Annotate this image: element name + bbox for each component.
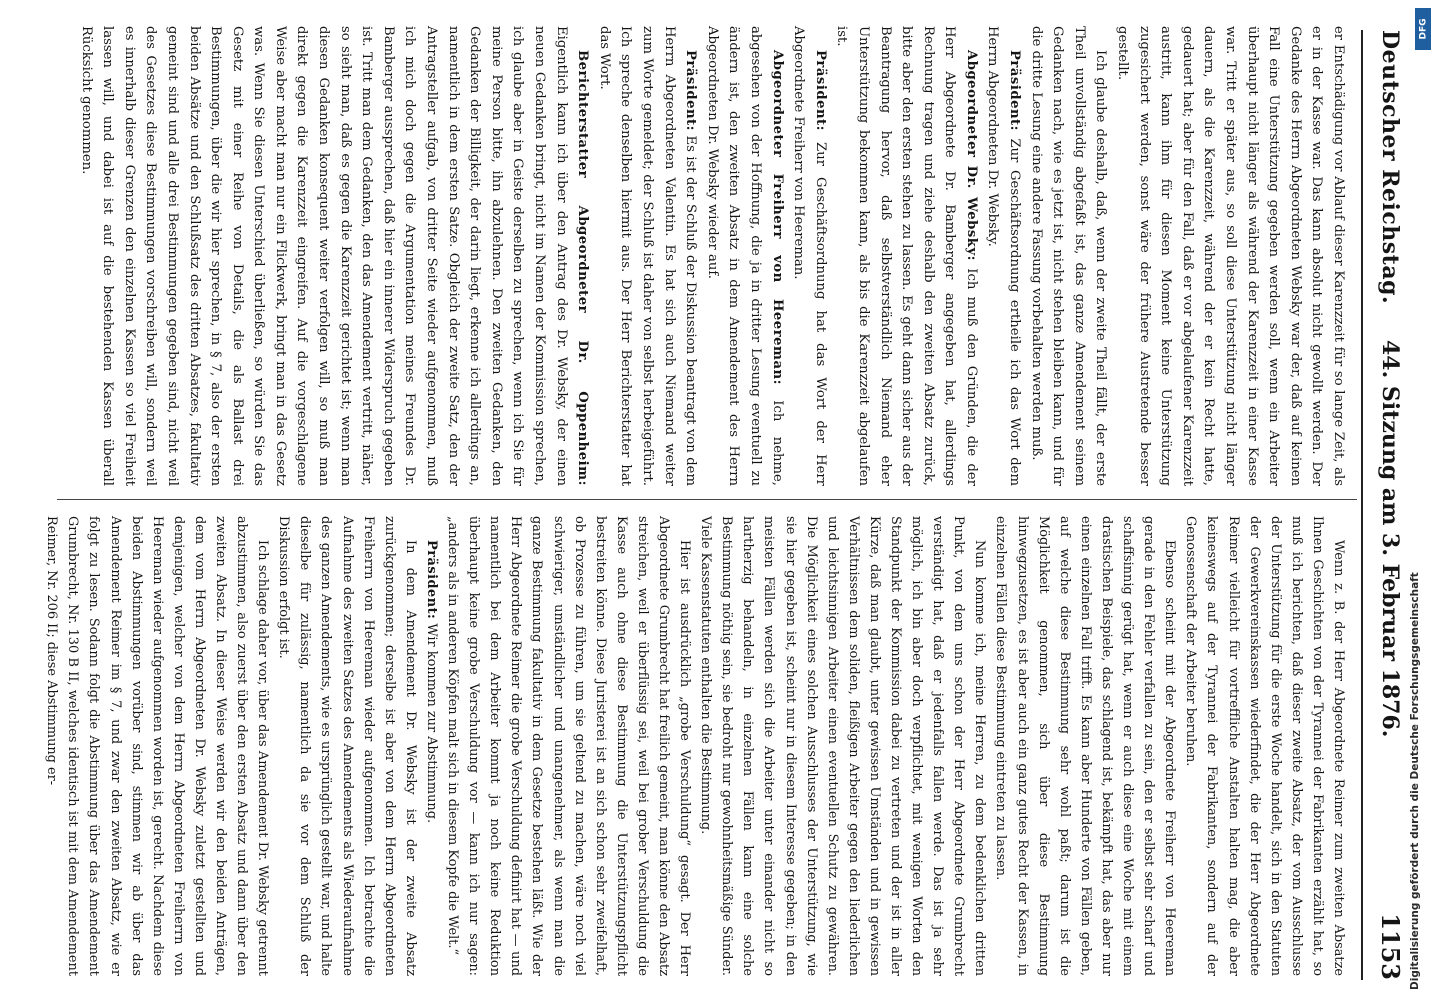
speaker-label: Präsident: — [812, 50, 828, 132]
paragraph: In dem Amendement Dr. Websky ist der zweite Absatz zurückgenommen; derselbe ist aber von dem Herrn Abgeordneten Freiherrn von Heereman wieder aufgenommen. Ich betrachte die Aufnahme des zweiten Satzes des Amendements als Wiederaufnahme des ganzen Amendements, wie es ursprünglich gestellt war, und halte dieselbe für zulässig, namentlich da sie vor dem Schluß der Diskussion erfolgt ist. — [276, 516, 418, 976]
paragraph: Präsident: Wir kommen zur Abstimmung. — [423, 540, 439, 824]
speaker-label: Abgeordneter Dr. Websky: — [963, 50, 979, 261]
paragraph: er Entschädigung vor Ablauf dieser Karenzzeit für so lange Zeit, als er in der Kasse war. Das kann absolut nicht gewollt werden. Der Gedanke des Herrn Abgeordneten Websky war der, daß auf keinen Fall eine Unterstützung gegeben werden soll, wenn ein Arbeiter überhaupt nicht länger als während der Karenzzeit in einer Kasse war. Tritt er später aus, so soll diese Unterstützung nicht länger dauern, als die Karenzzeit, während der er kein Recht hatte, gedauert hat; aber für den Fall, daß er vor abgelaufener Karenzzeit austritt, kann ihm für diesen Moment keine Unterstützung zugesichert werden, sonst wäre der frühere Austretende besser gestellt. — [1115, 26, 1346, 486]
speaker-label: Präsident: — [1007, 50, 1023, 132]
paragraph: Nun komme ich, meine Herren, zu dem bedenklichen dritten Punkt, von dem uns schon der Herr Abgeordnete Grumbrecht verständigt hat, daß er jedenfalls fallen werde. Das ist ja sehr möglich, ich bin aber doch verpflichtet, mit wenigen Worten den Standpunkt der Kommission dabei zu vertreten und der ist in aller Kürze, daß man glaubt, unter gewissen Umständen und in gewissen Verhältnissen dem soliden, fleißigen Arbeiter gegen den liederlichen und leichtsinnigen Arbeiter einen eventuellen Schutz zu gewähren. Die Möglichkeit eines solchen Ausschlusses der Unterstützung, wie sie hier gegeben ist, scheint nur in diesem Interesse gegeben; in den meisten Fällen werden sich die Arbeiter unter einander nicht so hartherzig behandeln, in einzelnen Fällen kann eine solche Bestimmung nöthig sein, sie bedroht nur gewohnheitsmäßige Sünder. Viele Kassenstatuten enthalten die Bestimmung. — [698, 516, 988, 976]
column-divider — [57, 499, 1357, 500]
paragraph: Hier ist ausdrücklich „grobe Verschuldung“ gesagt. Der Herr Abgeordnete Grumbrecht hat freilich gemeint, man könne den Absatz streichen, weil er überflüssig sei, weil bei grober Verschuldung die Kasse auch ohne diese Bestimmung die Unterstützungspflicht bestreiten könne. Diese Juristerei ist an sich schon sehr zweifelhaft, ob Prozesse zu führen, um sie geltend zu machen, wäre noch viel schwieriger, umständlicher und unangenehmer, als wenn man die ganze Bestimmung fakultativ in dem Gesetze bestehen läßt. Wie der Herr Abgeordnete Reimer die grobe Verschuldung definirt hat — und namentlich bei dem Arbeiter kommt ja noch keine Reduktion überhaupt keine grobe Verschuldung vor — kann ich nur sagen: „anders als in anderen Köpfen malt sich in diesem Kopfe die Welt.“ — [445, 516, 693, 976]
left-column — [75, 26, 1349, 486]
paragraph: Ebenso scheint mit der Abgeordnete Freiherr von Heereman gerade in den Fehler verfallen zu sein, den er selbst sehr scharf und schaffsinnig gerügt hat, wenn er auch diese eine Woche mit einem drastischen Beispiele, das schlagend ist, bekämpft hat, das aber nur einen einzelnen Fall trifft. Es kann aber Hunderte von Fällen geben, auf welche diese Bestimmung sehr wohl paßt; darum ist die Möglichkeit genommen, sich über diese Bestimmung hinwegzusetzen, es ist aber auch ein ganz gutes Recht der Kassen, in einzelnen Fällen diese Bestimmung eintreten zu lassen. — [993, 516, 1178, 976]
speaker-label: Berichterstatter Abgeordneter Dr. Oppenheim: — [575, 50, 591, 486]
speaker-label: Abgeordneter Freiherr von Heereman: — [769, 50, 785, 385]
paragraph: Präsident: Zur Geschäftsordnung ertheile ich das Wort dem Herrn Abgeordneten Dr. Websky. — [985, 26, 1023, 486]
dfg-logo — [1415, 8, 1431, 50]
digitization-credit: Digitalisierung gefördert durch die Deutsche Forschungsgemeinschaft — [1409, 572, 1421, 990]
paragraph: Berichterstatter Abgeordneter Dr. Oppenheim: Eigentlich kann ich über den Antrag des Dr. Websky, der einen neuen Gedanken bringt, nicht im Namen der Kommission sprechen, ich glaube aber in Geiste derselben zu sprechen, wenn ich Sie für meine Person bitte, ihn abzulehnen. Den zweiten Gedanken, den Gedanken der Billigkeit, der darin liegt, erkenne ich allerdings an, namentlich in dem ersten Satze. Obgleich der zweite Satz, den der Antragsteller aufgab, von dritter Seite wieder aufgenommen, muß ich mich doch gegen die Argumentation meines Freundes Dr. Bamberger aussprechen, daß hier ein innerer Widerspruch gegeben ist. Tritt man dem Gedanken, den das Amendement vertritt, näher, so sieht man, daß es gegen die Karenzzeit gerichtet ist; wenn man diesen Gedanken konsequent weiter verfolgen will, so muß man direkt gegen die Karenzzeit eingreifen. Auf die vorgeschlagene Weise aber macht man nur ein Flickwerk, bringt man in das Gesetz was. Wenn Sie diesen Unterschied überließen, so würden Sie das Gesetz mit einer Reihe von Details, die als Ballast drei Bestimmungen, über die wir hier sprechen, in § 7, also der ersten beiden Absätze und den Schlußsatz des dritten Absatzes, fakultativ gemeint sind und alle drei Bestimmungen gegeben sind, nicht weil des Gesetzes diese Bestimmungen vorschreiben will, sondern weil es innerhalb dieser Grenzen den einzelnen Kassen so viel Freiheit lassen will, und dabei ist auf die bestehenden Kassen überall Rücksicht genommen. — [78, 26, 591, 486]
page-number: 1153 — [1376, 913, 1405, 980]
paragraph: Präsident: Zur Geschäftsordnung hat das Wort der Herr Abgeordnete Freiherr von Heereman. — [791, 26, 828, 486]
dfg-logo-text: DFG — [1418, 18, 1429, 40]
speaker-label: Präsident: — [683, 50, 699, 132]
paragraph: Ich schlage daher vor, über das Amendement Dr. Websky getrennt abzustimmen, also zuerst über den ersten Absatz und dann über den zweiten Absatz. In dieser Weise werden wir den beiden Anträgen, dem vom Herrn Abgeordneten Dr. Websky zuletzt gestellten und demjenigen, welcher von dem Herrn Abgeordneten Freiherrn von Heereman wieder aufgenommen worden ist, gerecht. Nachdem diese beiden Abstimmungen vorüber sind, stimmen wir ab über das Amendement Reimer im § 7, und zwar den zweiten Absatz, wie er folgt zu lesen. Sodann folgt die Abstimmung über das Amendement Grumbrecht, Nr. 130 B II, welches identisch ist mit dem Amendement Reimer, Nr. 206 II; diese Abstimmung er- — [44, 516, 271, 976]
paragraph: Ich glaube deshalb, daß, wenn der zweite Theil fällt, der erste Theil unvollständig abgefaßt ist, das ganze Amendement seinem Gedanken nach, wie es jetzt ist, nicht stehen bleiben kann, und für die dritte Lesung eine andere Fassung vorbehalten werden muß. — [1028, 26, 1109, 486]
paragraph: Abgeordneter Dr. Websky: Ich muß den Gründen, die der Herr Abgeordnete Dr. Bamberger angegeben hat, allerdings Rechnung tragen und ziehe deshalb den zweiten Absatz zurück, bitte aber den ersten stehen zu lassen. Es geht dann sicher aus der Beantragung hervor, daß selbstverständlich Niemand eher Unterstützung bekommen kann, als bis die Karenzzeit abgelaufen ist. — [834, 26, 979, 486]
scanned-page — [27, 12, 1417, 992]
paragraph: Wenn z. B. der Herr Abgeordnete Reimer zum zweiten Absatze Ihnen Geschichten von der Tyrannei der Fabrikanten erzählt hat, so muß ich berichten, daß dieser zweite Absatz, der vom Ausschlusse der Unterstützung für die erste Woche handelt, sich in den Statuten der Gewerkvereinskassen wiederfindet, die der Herr Abgeordnete Reimer vielleicht für vortreffliche Anstalten halten mag, die aber keineswegs auf der Tyrannei der Fabrikanten, sondern auf der Genossenschaft der Arbeiter beruhen. — [1183, 516, 1346, 976]
paragraph: Präsident: Es ist der Schluß der Diskussion beantragt von dem Herrn Abgeordneten Valentin. Es hat sich auch Niemand weiter zum Worte gemeldet; der Schluß ist daher von selbst herbeigeführt. Ich spreche denselben hiermit aus. Der Herr Berichterstatter hat das Wort. — [596, 26, 699, 486]
session-title: 44. Sitzung am 3. Februar 1876. — [1377, 340, 1403, 738]
right-column — [41, 516, 1349, 976]
publication-title: Deutscher Reichstag. — [1377, 30, 1403, 305]
speaker-label: Präsident: — [423, 540, 439, 620]
paragraph: Abgeordneter Freiherr von Heereman: Ich nehme, abgesehen von der Hoffnung, die ja in dritter Lesung eventuell zu ändern ist, den zweiten Absatz in dem Amendement des Herrn Abgeordneten Dr. Websky wieder auf. — [704, 26, 785, 486]
